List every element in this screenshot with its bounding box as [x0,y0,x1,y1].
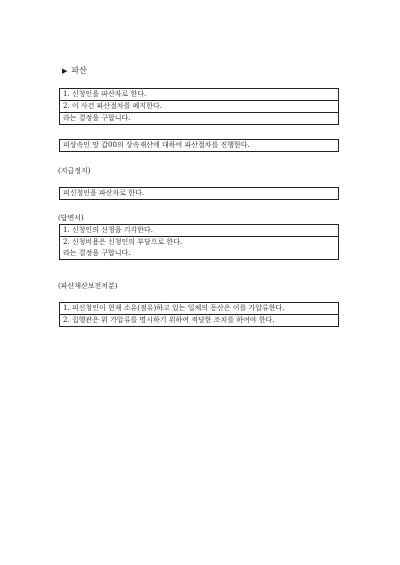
petition-line-2: 2. 이 사건 파산절차를 폐지한다. [60,101,338,113]
payment-suspension-line: 피신청인을 파산자로 한다. [63,189,145,197]
estate-bankruptcy-box [59,139,339,152]
payment-suspension-label: (지급정지) [58,167,91,175]
preservation-line-2: 2. 집행관은 위 가압류를 명시하기 위하여 적당한 조치를 하여야 한다. [63,316,275,324]
estate-bankruptcy-line: 피상속인 망 갑00의 상속재산에 대하여 파산절차를 진행한다. [63,141,250,149]
answer-line-1: 1. 신청인의 신청을 기각한다. [60,225,338,237]
petition-line-3: 라는 결정을 구합니다. [63,114,131,122]
answer-box [59,224,339,260]
petition-line-1: 1. 신청인을 파산자로 한다. [60,89,338,101]
payment-suspension-box [59,187,339,200]
petition-box [59,88,339,125]
preservation-line-1: 1. 피신청인이 현재 소유(점유)하고 있는 일체의 동산은 이를 가압류한다. [60,303,338,315]
answer-line-3: 라는 결정을 구합니다. [63,249,131,257]
triangle-marker-icon: ▶ [62,67,68,75]
preservation-box [59,302,339,327]
preservation-label: (파산재산보전처분) [58,282,118,290]
section-title: 파산 [71,66,87,75]
answer-line-2: 2. 신청비용은 신청인의 부담으로 한다. [63,238,183,246]
answer-label: (답변서) [58,214,84,222]
section-heading [62,66,87,76]
